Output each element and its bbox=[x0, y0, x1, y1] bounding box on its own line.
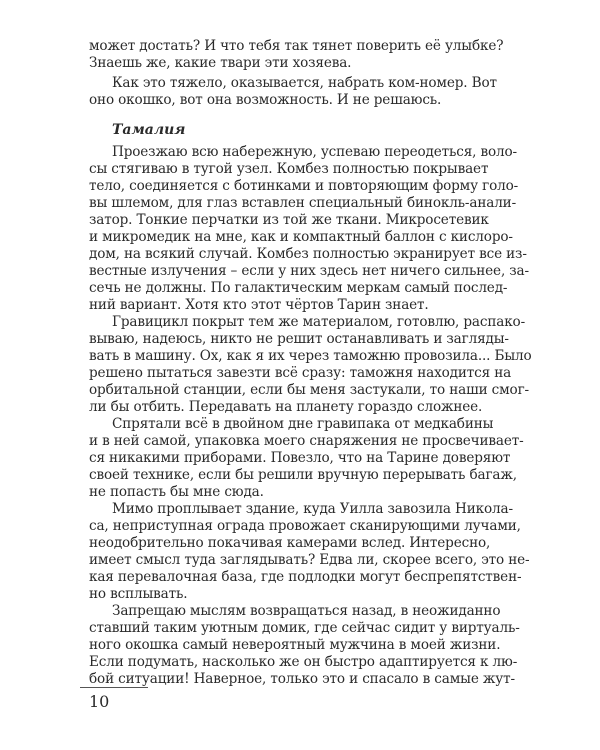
text-line: Как это тяжело, оказывается, набрать ком-номер. Вот bbox=[112, 75, 497, 91]
text-line: сечь не должны. По галактическим меркам самый послед- bbox=[89, 280, 508, 296]
text-line: вестные излучения – если у них здесь нет ничего сильнее, за- bbox=[89, 263, 529, 279]
text-line: неодобрительно покачивая камерами вслед. Интересно, bbox=[89, 535, 491, 551]
section-heading: Тамалия bbox=[112, 122, 186, 138]
paragraph bbox=[89, 144, 529, 314]
footnote-rule bbox=[80, 687, 148, 688]
text-line: са, неприступная ограда провожает сканирующими лучами, bbox=[89, 518, 521, 534]
paragraph bbox=[89, 416, 524, 501]
text-line: но всплывать. bbox=[89, 586, 188, 602]
text-line: вать в машину. Ох, как я их через таможню провозила... Было bbox=[89, 348, 532, 364]
paragraph bbox=[89, 501, 530, 603]
text-line: оно окошко, вот она возможность. И не решаюсь. bbox=[89, 92, 442, 108]
text-main bbox=[89, 144, 532, 688]
text-line: ся никакими приборами. Повезло, что на Тарине доверяют bbox=[89, 450, 511, 466]
text-top bbox=[89, 38, 504, 109]
text-line: Проезжаю всю набережную, успеваю переодеться, воло- bbox=[112, 144, 518, 160]
text-line: решено пытаться завезти всё сразу: таможня находится на bbox=[89, 365, 512, 381]
text-line: тело, соединяется с ботинками и повторяющим форму голо- bbox=[89, 178, 519, 194]
paragraph bbox=[89, 314, 532, 416]
text-line: ний вариант. Хотя кто этот чёртов Тарин знает. bbox=[89, 297, 429, 313]
text-line: кая перевалочная база, где подлодки могут беспрепятствен- bbox=[89, 569, 522, 585]
text-line: вы шлемом, для глаз вставлен специальный бинокль-анали- bbox=[89, 195, 517, 211]
text-line: Спрятали всё в двойном дне гравипака от медкабины bbox=[112, 416, 494, 432]
text-line: Запрещаю мыслям возвращаться назад, в неожиданно bbox=[112, 603, 501, 619]
text-line: и микромедик на мне, как и компактный баллон с кислоро- bbox=[89, 229, 513, 245]
text-line: не попасть бы мне сюда. bbox=[89, 484, 264, 500]
text-line: ли бы отбить. Передавать на планету гораздо сложнее. bbox=[89, 399, 483, 415]
text-line: сы стягиваю в тугой узел. Комбез полностью покрывает bbox=[89, 161, 489, 177]
text-line: затор. Тонкие перчатки из той же ткани. Микросетевик bbox=[89, 212, 489, 228]
paragraph bbox=[89, 75, 497, 109]
text-line: орбитальной станции, если бы меня застукали, то наши смог- bbox=[89, 382, 529, 398]
text-line: бой ситуации! Наверное, только это и спасало в самые жут- bbox=[89, 671, 515, 687]
text-line: Если подумать, насколько же он быстро адаптируется к лю- bbox=[89, 654, 518, 670]
text-line: дом, на всякий случай. Комбез полностью экранирует все из- bbox=[89, 246, 527, 262]
text-line: ставший таким уютным домик, где сейчас сидит у виртуаль- bbox=[89, 620, 520, 636]
paragraph bbox=[89, 38, 504, 72]
text-line: имеет смысл туда заглядывать? Едва ли, скорее всего, это не- bbox=[89, 552, 530, 568]
text-line: своей технике, если бы решили вручную перерывать багаж, bbox=[89, 467, 517, 483]
text-line: Мимо проплывает здание, куда Уилла завозила Никола- bbox=[112, 501, 513, 517]
page-number: 10 bbox=[89, 692, 110, 711]
text-line: Знаешь же, какие твари эти хозяева. bbox=[89, 55, 352, 71]
text-line: Гравицикл покрыт тем же материалом, готовлю, распако- bbox=[112, 314, 526, 330]
paragraph bbox=[89, 603, 520, 688]
text-line: вываю, надеюсь, никто не решит останавливать и загляды- bbox=[89, 331, 509, 347]
text-line: ного окошка самый невероятный мужчина в моей жизни. bbox=[89, 637, 501, 653]
text-line: может достать? И что тебя так тянет поверить её улыбке? bbox=[89, 38, 504, 54]
text-line: и в ней самой, упаковка моего снаряжения не просвечивает- bbox=[89, 433, 524, 449]
